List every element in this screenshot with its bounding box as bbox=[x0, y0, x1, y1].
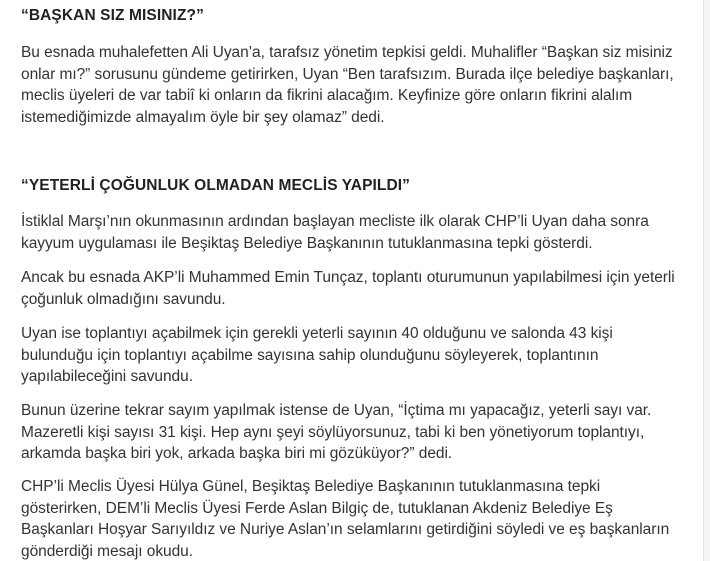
section-heading-yeterli-cogunluk: “YETERLİ ÇOĞUNLUK OLMADAN MECLİS YAPILDI” bbox=[21, 177, 411, 194]
paragraph-line: CHP’li Meclis Üyesi Hülya Günel, Beşiktaş Belediye Başkanının tutuklanmasına tepki bbox=[21, 478, 601, 495]
paragraph-line: Başkanları Hoşyar Sarıyıldız ve Nuriye Aslan’ın selamlarını getirdiğini söyledi ve eş başkanların bbox=[21, 521, 670, 538]
paragraph-line: arkamda başka biri yok, arkada başka biri mi gözüküyor?” dedi. bbox=[21, 445, 453, 462]
paragraph bbox=[21, 267, 701, 310]
paragraph-line: onlar mı?” sorusunu gündeme getirirken, Uyan “Ben tarafsızım. Burada ilçe belediye başkanları, bbox=[21, 65, 674, 83]
paragraph-line: gösterirken, DEM’li Meclis Üyesi Ferde Aslan Bilgiç de, tutuklanan Akdeniz Belediye Eş bbox=[21, 499, 613, 517]
paragraph-line: bulunduğu için toplantıyı açabilme sayısına sahip olunduğunu söyleyerek, toplantının bbox=[21, 346, 599, 364]
paragraph-line: istemediğimizde almayalım öyle bir şey olamaz” dedi. bbox=[21, 108, 385, 126]
paragraph bbox=[21, 211, 701, 254]
paragraph-line: gönderdiği mesajı okudu. bbox=[21, 542, 193, 560]
paragraph bbox=[21, 400, 701, 465]
paragraph-line: kayyum uygulaması ile Beşiktaş Belediye Başkanının tutuklanmasına tepki gösterdi. bbox=[21, 234, 593, 252]
paragraph bbox=[21, 476, 701, 561]
section-heading-baskan-siz-misiniz: “BAŞKAN SIZ MISINIZ?” bbox=[21, 7, 204, 24]
paragraph-line: Bu esnada muhalefetten Ali Uyan’a, tarafsız yönetim tepkisi geldi. Muhalifler “Başkan siz misiniz bbox=[21, 44, 673, 61]
paragraph bbox=[21, 323, 701, 388]
paragraph-line: Uyan ise toplantıyı açabilmek için gerekli yeterli sayının 40 olduğunu ve salonda 43 kişi bbox=[21, 325, 613, 342]
paragraph bbox=[21, 42, 701, 128]
paragraph-line: Ancak bu esnada AKP’li Muhammed Emin Tunçaz, toplantı oturumunun yapılabilmesi için yeterli bbox=[21, 269, 675, 286]
paragraph-line: İstiklal Marşı’nın okunmasının ardından başlayan mecliste ilk olarak CHP’li Uyan daha sonra bbox=[21, 213, 649, 230]
paragraph-line: Bunun üzerine tekrar sayım yapılmak istense de Uyan, “İçtima mı yapacağız, yeterli sayı var. bbox=[21, 402, 652, 419]
scrollbar-track[interactable] bbox=[703, 0, 710, 561]
paragraph-line: meclis üyeleri de var tabiî ki onların da fikrini alacağım. Keyfinize göre onların fikrini alalım bbox=[21, 87, 633, 104]
paragraph-line: Mazeretli kişi sayısı 31 kişi. Hep aynı şeyi söylüyorsunuz, tabi ki ben yönetiyorum toplantıyı, bbox=[21, 423, 645, 441]
paragraph-line: yapılabileceğini savundu. bbox=[21, 368, 193, 385]
paragraph-line: çoğunluk olmadığını savundu. bbox=[21, 290, 226, 308]
